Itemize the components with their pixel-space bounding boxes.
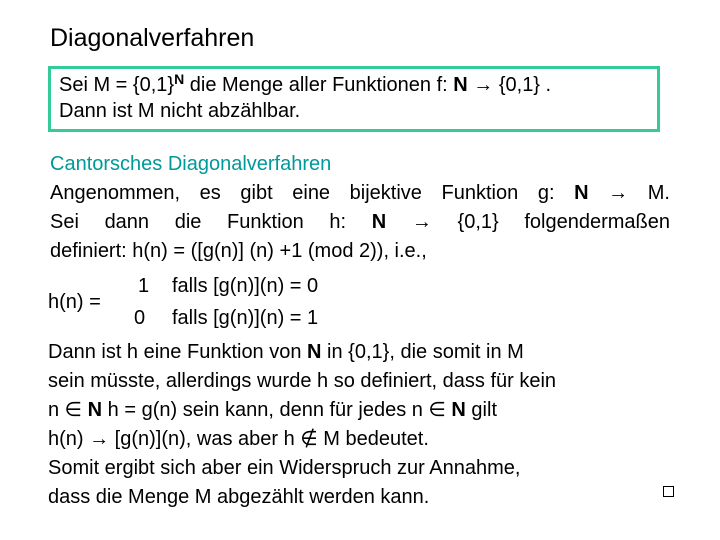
proof-line-1 bbox=[50, 179, 670, 208]
proof-line-2 bbox=[50, 208, 670, 237]
conclusion-line-1 bbox=[48, 338, 524, 367]
theorem-text: {0,1} . bbox=[498, 74, 552, 96]
natural-numbers-symbol: N bbox=[574, 182, 589, 204]
case-1-condition: falls [g(n)](n) = 0 bbox=[172, 275, 319, 297]
conclusion-line-3 bbox=[48, 396, 497, 425]
case-label: h(n) = bbox=[48, 291, 101, 313]
conclusion-line-4: h(n) → [g(n)](n), was aber h ∉ M bedeutet. bbox=[48, 428, 429, 450]
conclusion-line-2: sein müsste, allerdings wurde h so definiert, dass für kein bbox=[48, 370, 557, 392]
theorem-text: Sei M = {0,1} bbox=[59, 74, 175, 96]
natural-numbers-symbol: N bbox=[451, 399, 466, 421]
theorem-text: die Menge aller Funktionen f: bbox=[184, 74, 454, 96]
proof-text: → M. bbox=[588, 182, 670, 204]
conclusion-line-5: Somit ergibt sich aber ein Widerspruch zur Annahme, bbox=[48, 457, 521, 479]
case-2-condition: falls [g(n)](n) = 1 bbox=[172, 307, 319, 329]
natural-numbers-symbol: N bbox=[87, 399, 103, 421]
conclusion-line-6: dass die Menge M abgezählt werden kann. bbox=[48, 486, 430, 508]
slide-title: Diagonalverfahren bbox=[50, 24, 255, 52]
case-1-value: 1 bbox=[138, 275, 150, 297]
proof-text: Sei dann die Funktion h: bbox=[50, 211, 372, 233]
natural-numbers-symbol: N bbox=[453, 74, 468, 96]
proof-text: Dann ist h eine Funktion von bbox=[48, 341, 308, 363]
case-2-value: 0 bbox=[134, 307, 146, 329]
proof-text: Angenommen, es gibt eine bijektive Funktion g: bbox=[50, 182, 575, 204]
natural-numbers-symbol: N bbox=[307, 341, 322, 363]
qed-box-icon bbox=[663, 486, 674, 497]
proof-text: n ∈ bbox=[48, 399, 88, 421]
theorem-line-2: Dann ist M nicht abzählbar. bbox=[59, 100, 301, 122]
proof-text: gilt bbox=[465, 399, 497, 421]
natural-numbers-symbol: N bbox=[371, 211, 387, 233]
proof-line-3: definiert: h(n) = ([g(n)] (n) +1 (mod 2)), i.e., bbox=[50, 240, 427, 262]
theorem-line-1 bbox=[59, 73, 551, 97]
proof-text: → {0,1} folgendermaßen bbox=[386, 211, 670, 233]
theorem-box bbox=[48, 66, 660, 132]
proof-heading: Cantorsches Diagonalverfahren bbox=[50, 153, 332, 175]
arrow-symbol: → bbox=[467, 74, 499, 96]
proof-text: h = g(n) sein kann, denn für jedes n ∈ bbox=[102, 399, 452, 421]
proof-text: in {0,1}, die somit in M bbox=[321, 341, 524, 363]
exponent-N: N bbox=[174, 71, 185, 87]
